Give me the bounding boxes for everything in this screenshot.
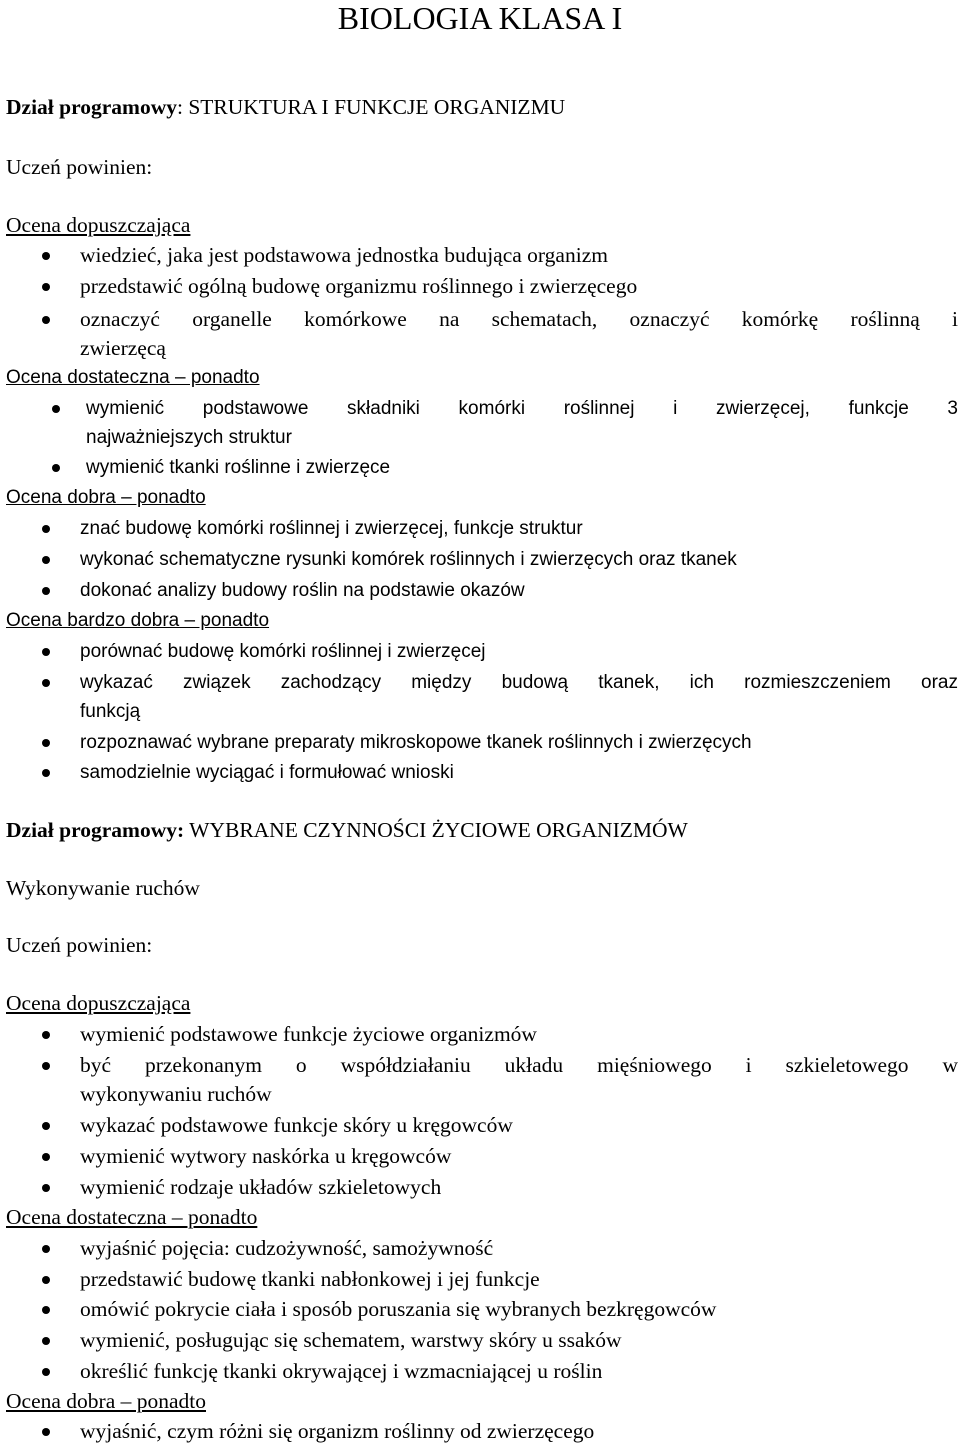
bullet-icon xyxy=(42,1153,50,1161)
section-2-uczen: Uczeń powinien: xyxy=(6,933,153,957)
bullet-icon xyxy=(42,679,50,687)
bullet-icon xyxy=(42,1122,50,1130)
grade-heading: Ocena dostateczna – ponadto xyxy=(6,367,260,388)
bullet-icon xyxy=(42,739,50,747)
bullet-icon xyxy=(42,587,50,595)
bullet-icon xyxy=(42,283,50,291)
bullet-icon xyxy=(42,1245,50,1253)
dzial-label: Dział programowy: xyxy=(6,818,185,842)
section-1-dzial xyxy=(6,92,565,123)
dzial-separator: : xyxy=(176,95,183,119)
bullet-icon xyxy=(42,769,50,777)
grade-heading: Ocena dopuszczająca xyxy=(6,991,191,1015)
grade-heading: Ocena dobra – ponadto xyxy=(6,1389,206,1413)
bullet-icon xyxy=(42,252,50,260)
bullet-icon xyxy=(42,525,50,533)
bullet-icon xyxy=(42,1276,50,1284)
bullet-icon xyxy=(42,1337,50,1345)
section-1-uczen: Uczeń powinien: xyxy=(6,155,153,179)
dzial-name: WYBRANE CZYNNOŚCI ŻYCIOWE ORGANIZMÓW xyxy=(189,818,688,842)
bullet-icon xyxy=(42,1184,50,1192)
bullet-icon xyxy=(42,1368,50,1376)
bullet-icon xyxy=(42,1306,50,1314)
section-2-dzial xyxy=(6,815,688,846)
bullet-icon xyxy=(42,648,50,656)
dzial-label: Dział programowy xyxy=(6,95,177,119)
document-page: BIOLOGIA KLASA I Dział programowy: STRUKTURA I FUNKCJE ORGANIZMU Uczeń powinien: Ocena dopuszczająca wiedzieć, jaka jest podstawowa jednostka budująca organizm przedstawić ogólną budowę organizmu roślinnego i zwierzęcego oznaczyć organelle komórkowe na schematach, oznaczyć komórkę roślinną i zwierzęcą Ocena dostateczna – ponadto wymienić podstawowe składniki komórki roślinnej i zwierzęcej, funkcje 3 najważniejszych struktur wymienić tkanki roślinne i zwierzęce Ocena dobra – ponadto znać budowę komórki roślinnej i zwierzęcej, funkcje struktur wykonać schematyczne rysunki komórek roślinnych i zwierzęcych oraz tkanek dokonać analizy budowy roślin na podstawie okazów Ocena bardzo dobra – ponadto porównać budowę komórki roślinnej i zwierzęcej wykazać związek zachodzący między budową tkanek, ich rozmieszczeniem oraz funkcją rozpoznawać wybrane preparaty mikroskopowe tkanek roślinnych i zwierzęcych samodzielnie wyciągać i formułować wnioski Dział programowy: WYBRANE CZYNNOŚCI ŻYCIOWE ORGANIZMÓW Wykonywanie ruchów Uczeń powinien: Ocena dopuszczająca wymienić podstawowe funkcje życiowe organizmów być przekonanym o współdziałaniu układu mięśniowego i szkieletowego w wykonywaniu ruchów wykazać podstawowe funkcje skóry u kręgowców wymienić wytwory naskórka u kręgowców wymienić rodzaje układów szkieletowych Ocena dostateczna – ponadto wyjaśnić pojęcia: cudzożywność, samożywność przedstawić budowę tkanki nabłonkowej i jej funkcje omówić pokrycie ciała i sposób poruszania się wybranych bezkręgowców wymienić, posługując się schematem, warstwy skóry u ssaków określić funkcję tkanki okrywającej i wzmacniającej u roślin Ocena dobra – ponadto wyjaśnić, czym różni się organizm roślinny od zwierzęcego xyxy=(0,0,960,1446)
grade-heading: Ocena dopuszczająca xyxy=(6,213,191,237)
bullet-icon xyxy=(42,1428,50,1436)
bullet-icon xyxy=(42,316,50,324)
bullet-icon xyxy=(52,464,60,472)
grade-heading: Ocena dobra – ponadto xyxy=(6,487,206,508)
dzial-name: STRUKTURA I FUNKCJE ORGANIZMU xyxy=(188,95,566,119)
grade-heading: Ocena dostateczna – ponadto xyxy=(6,1205,258,1229)
page-title: BIOLOGIA KLASA I xyxy=(337,0,623,36)
bullet-icon xyxy=(52,405,60,413)
bullet-icon xyxy=(42,1031,50,1039)
section-2-subtitle: Wykonywanie ruchów xyxy=(6,876,200,900)
bullet-icon xyxy=(42,1062,50,1070)
grade-heading: Ocena bardzo dobra – ponadto xyxy=(6,610,270,631)
bullet-icon xyxy=(42,556,50,564)
